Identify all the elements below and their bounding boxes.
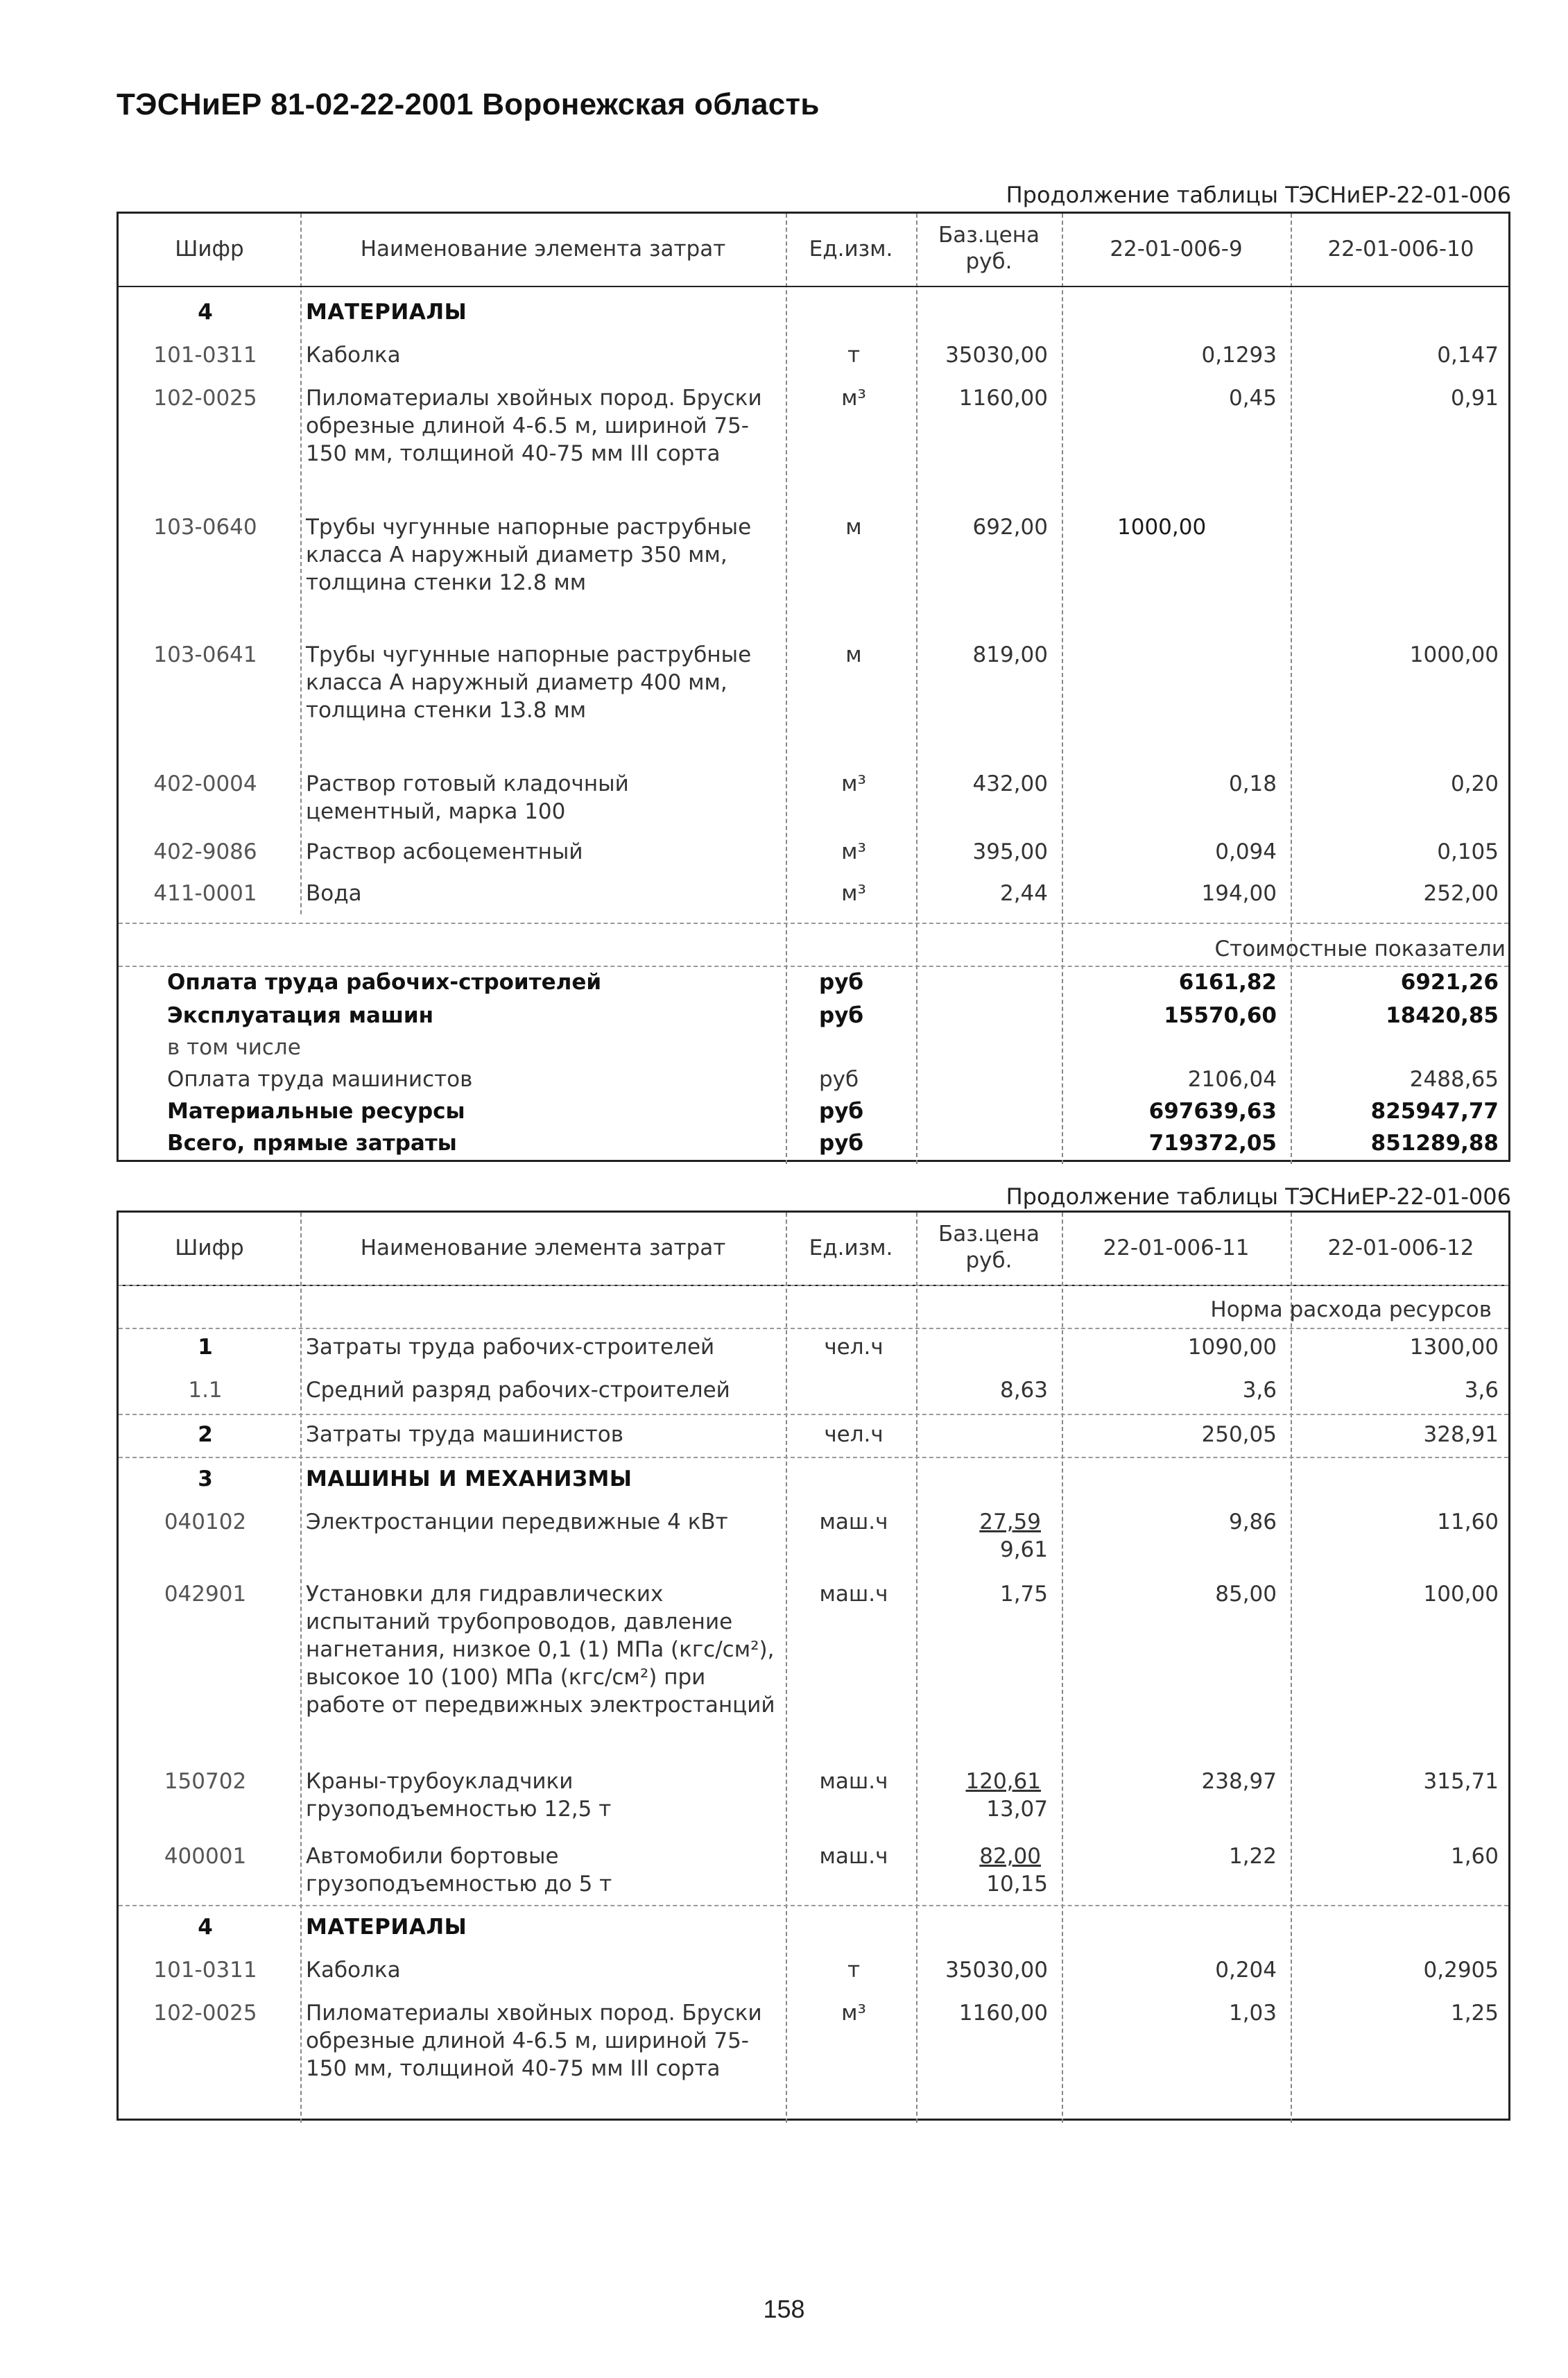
header-code: Шифр — [175, 237, 244, 262]
cost-value-a: 2106,04 — [1187, 1067, 1277, 1092]
row-unit: маш.ч — [819, 1844, 888, 1869]
table2 — [117, 1211, 1510, 2121]
row-value-b: 3,6 — [1464, 1378, 1499, 1403]
row-value-a: 3,6 — [1242, 1378, 1277, 1403]
table1 — [117, 212, 1510, 1162]
row-price: 692,00 — [972, 515, 1048, 540]
row-price: 395,00 — [972, 839, 1048, 864]
row-unit: м — [845, 642, 862, 667]
row-price: 35030,00 — [945, 343, 1048, 368]
row-name: Краны-трубоукладчики грузоподъемностью 12,5 т — [306, 1769, 612, 1822]
header-unit: Ед.изм. — [809, 237, 893, 262]
row-name: Раствор готовый кладочный цементный, марка 100 — [306, 771, 629, 824]
row-value-b: 0,2905 — [1423, 1958, 1499, 1983]
header-code: Шифр — [175, 1235, 244, 1260]
cost-value-a: 6161,82 — [1178, 970, 1277, 995]
table2-caption: Продолжение таблицы ТЭСНиЕР-22-01-006 — [1006, 1183, 1511, 1210]
table2-header — [119, 1213, 1508, 1286]
cost-unit: руб — [819, 1131, 864, 1156]
header-price: Баз.цена руб. — [938, 223, 1040, 274]
row-value-b: 100,00 — [1423, 1582, 1499, 1607]
cost-value-b: 2488,65 — [1409, 1067, 1499, 1092]
cost-value-a: 697639,63 — [1148, 1099, 1277, 1124]
row-name: Электростанции передвижные 4 кВт — [306, 1509, 728, 1534]
row-value-a: 250,05 — [1201, 1422, 1277, 1447]
cost-label: Эксплуатация машин — [167, 1003, 434, 1028]
cost-value-a: 719372,05 — [1148, 1131, 1277, 1156]
row-code: 040102 — [164, 1509, 247, 1534]
table1-caption: Продолжение таблицы ТЭСНиЕР-22-01-006 — [1006, 182, 1511, 208]
row-name: Затраты труда машинистов — [306, 1422, 624, 1447]
row-unit: м³ — [841, 386, 866, 411]
row-value-a: 0,18 — [1228, 771, 1277, 796]
row-value-b: 0,20 — [1450, 771, 1499, 796]
section-title: МАШИНЫ И МЕХАНИЗМЫ — [306, 1466, 632, 1491]
row-unit: т — [847, 343, 861, 368]
row-value-b: 1,60 — [1450, 1844, 1499, 1869]
row-name: Пиломатериалы хвойных пород. Бруски обрезные длиной 4-6.5 м, шириной 75-150 мм, толщиной 40-75 мм III сорта — [306, 386, 762, 466]
row-name: Пиломатериалы хвойных пород. Бруски обрезные длиной 4-6.5 м, шириной 75-150 мм, толщиной 40-75 мм III сорта — [306, 2001, 762, 2081]
section-title: МАТЕРИАЛЫ — [306, 300, 467, 325]
row-code: 402-0004 — [153, 771, 257, 796]
page-number: 158 — [763, 2295, 805, 2323]
header-name: Наименование элемента затрат — [360, 237, 726, 262]
row-code: 1.1 — [188, 1378, 223, 1403]
header-price: Баз.цена руб. — [938, 1222, 1040, 1273]
row-value-b: 0,91 — [1450, 386, 1499, 411]
row-name: Средний разряд рабочих-строителей — [306, 1378, 730, 1403]
row-code: 1 — [198, 1335, 213, 1360]
row-code: 101-0311 — [153, 343, 257, 368]
row-price-secondary: 13,07 — [986, 1797, 1048, 1822]
row-code: 4 — [198, 1915, 213, 1940]
row-value-a: 194,00 — [1201, 881, 1277, 906]
row-value-a: 1,22 — [1228, 1844, 1277, 1869]
row-price: 120,61 — [965, 1769, 1041, 1794]
row-price: 1160,00 — [958, 386, 1048, 411]
row-value-b: 252,00 — [1423, 881, 1499, 906]
row-price: 1160,00 — [958, 2001, 1048, 2026]
row-name: Раствор асбоцементный — [306, 839, 583, 864]
row-price: 1,75 — [999, 1582, 1048, 1607]
row-unit: маш.ч — [819, 1509, 888, 1534]
row-code: 411-0001 — [153, 881, 257, 906]
row-unit: м³ — [841, 2001, 866, 2026]
header-col-b: 22-01-006-10 — [1327, 237, 1474, 262]
row-name: Каболка — [306, 343, 401, 368]
row-value-a: 0,1293 — [1201, 343, 1277, 368]
row-value-b: 1300,00 — [1409, 1335, 1499, 1360]
row-value-a: 1090,00 — [1187, 1335, 1277, 1360]
cost-unit: руб — [819, 1099, 864, 1124]
row-code: 150702 — [164, 1769, 247, 1794]
row-price: 432,00 — [972, 771, 1048, 796]
row-price-secondary: 10,15 — [986, 1872, 1048, 1897]
row-value-a: 9,86 — [1228, 1509, 1277, 1534]
row-code: 102-0025 — [153, 2001, 257, 2026]
cost-label: Всего, прямые затраты — [167, 1131, 457, 1156]
row-value-b: 328,91 — [1423, 1422, 1499, 1447]
row-unit: м³ — [841, 881, 866, 906]
row-code: 2 — [198, 1422, 213, 1447]
section-title: МАТЕРИАЛЫ — [306, 1915, 467, 1940]
cost-value-a: 15570,60 — [1164, 1003, 1277, 1028]
row-code: 102-0025 — [153, 386, 257, 411]
cost-value-b: 6921,26 — [1400, 970, 1499, 995]
row-value-a: 1000,00 — [1117, 515, 1207, 540]
row-name: Каболка — [306, 1958, 401, 1983]
row-unit: м³ — [841, 839, 866, 864]
cost-value-b: 825947,77 — [1370, 1099, 1499, 1124]
row-unit: т — [847, 1958, 861, 1983]
row-value-a: 1,03 — [1228, 2001, 1277, 2026]
row-unit: маш.ч — [819, 1769, 888, 1794]
header-col-b: 22-01-006-12 — [1327, 1235, 1474, 1260]
norm-header: Норма расхода ресурсов — [1210, 1297, 1492, 1322]
cost-label: Оплата труда рабочих-строителей — [167, 970, 602, 995]
row-price: 8,63 — [999, 1378, 1048, 1403]
cost-label: Оплата труда машинистов — [167, 1067, 473, 1092]
row-code: 402-9086 — [153, 839, 257, 864]
row-unit: чел.ч — [824, 1422, 884, 1447]
header-unit: Ед.изм. — [809, 1235, 893, 1260]
row-name: Установки для гидравлических испытаний трубопроводов, давление нагнетания, низкое 0,1 (1) МПа (кгс/см²), высокое 10 (100) МПа (кгс/см²) при работе от передвижных электростанций — [306, 1582, 775, 1718]
row-code: 103-0641 — [153, 642, 257, 667]
row-unit: м — [845, 515, 862, 540]
row-value-b: 1000,00 — [1409, 642, 1499, 667]
row-unit: маш.ч — [819, 1582, 888, 1607]
cost-value-b: 18420,85 — [1386, 1003, 1499, 1028]
row-price: 82,00 — [979, 1844, 1041, 1869]
row-code: 042901 — [164, 1582, 247, 1607]
row-value-b: 315,71 — [1423, 1769, 1499, 1794]
row-value-a: 0,45 — [1228, 386, 1277, 411]
row-value-a: 238,97 — [1201, 1769, 1277, 1794]
row-value-b: 1,25 — [1450, 2001, 1499, 2026]
document-title: ТЭСНиЕР 81-02-22-2001 Воронежская область — [117, 87, 820, 121]
row-unit: м³ — [841, 771, 866, 796]
row-value-a: 0,204 — [1215, 1958, 1277, 1983]
table1-header — [119, 214, 1508, 287]
cost-label: в том числе — [167, 1035, 301, 1060]
row-value-a: 0,094 — [1215, 839, 1277, 864]
row-name: Трубы чугунные напорные раструбные класса А наружный диаметр 400 мм, толщина стенки 13.8 мм — [306, 642, 752, 723]
row-code: 101-0311 — [153, 1958, 257, 1983]
row-price: 819,00 — [972, 642, 1048, 667]
row-name: Автомобили бортовые грузоподъемностью до 5 т — [306, 1844, 612, 1897]
row-value-b: 11,60 — [1437, 1509, 1499, 1534]
header-col-a: 22-01-006-9 — [1110, 237, 1243, 262]
cost-unit: руб — [819, 1067, 859, 1092]
row-unit: чел.ч — [824, 1335, 884, 1360]
row-name: Затраты труда рабочих-строителей — [306, 1335, 715, 1360]
row-value-a: 85,00 — [1215, 1582, 1277, 1607]
row-value-b: 0,147 — [1437, 343, 1499, 368]
section-code: 4 — [198, 300, 213, 325]
row-price: 27,59 — [979, 1509, 1041, 1534]
header-col-a: 22-01-006-11 — [1103, 1235, 1250, 1260]
row-value-b: 0,105 — [1437, 839, 1499, 864]
cost-unit: руб — [819, 970, 864, 995]
cost-unit: руб — [819, 1003, 864, 1028]
cost-label: Материальные ресурсы — [167, 1099, 465, 1124]
row-price-secondary: 9,61 — [999, 1537, 1048, 1562]
row-code: 103-0640 — [153, 515, 257, 540]
row-name: Трубы чугунные напорные раструбные класса А наружный диаметр 350 мм, толщина стенки 12.8 мм — [306, 515, 752, 595]
cost-indicators-header: Стоимостные показатели — [1214, 936, 1506, 961]
row-code: 3 — [198, 1466, 213, 1491]
row-price: 2,44 — [999, 881, 1048, 906]
header-name: Наименование элемента затрат — [360, 1235, 726, 1260]
row-name: Вода — [306, 881, 362, 906]
row-price: 35030,00 — [945, 1958, 1048, 1983]
cost-value-b: 851289,88 — [1370, 1131, 1499, 1156]
row-code: 400001 — [164, 1844, 247, 1869]
